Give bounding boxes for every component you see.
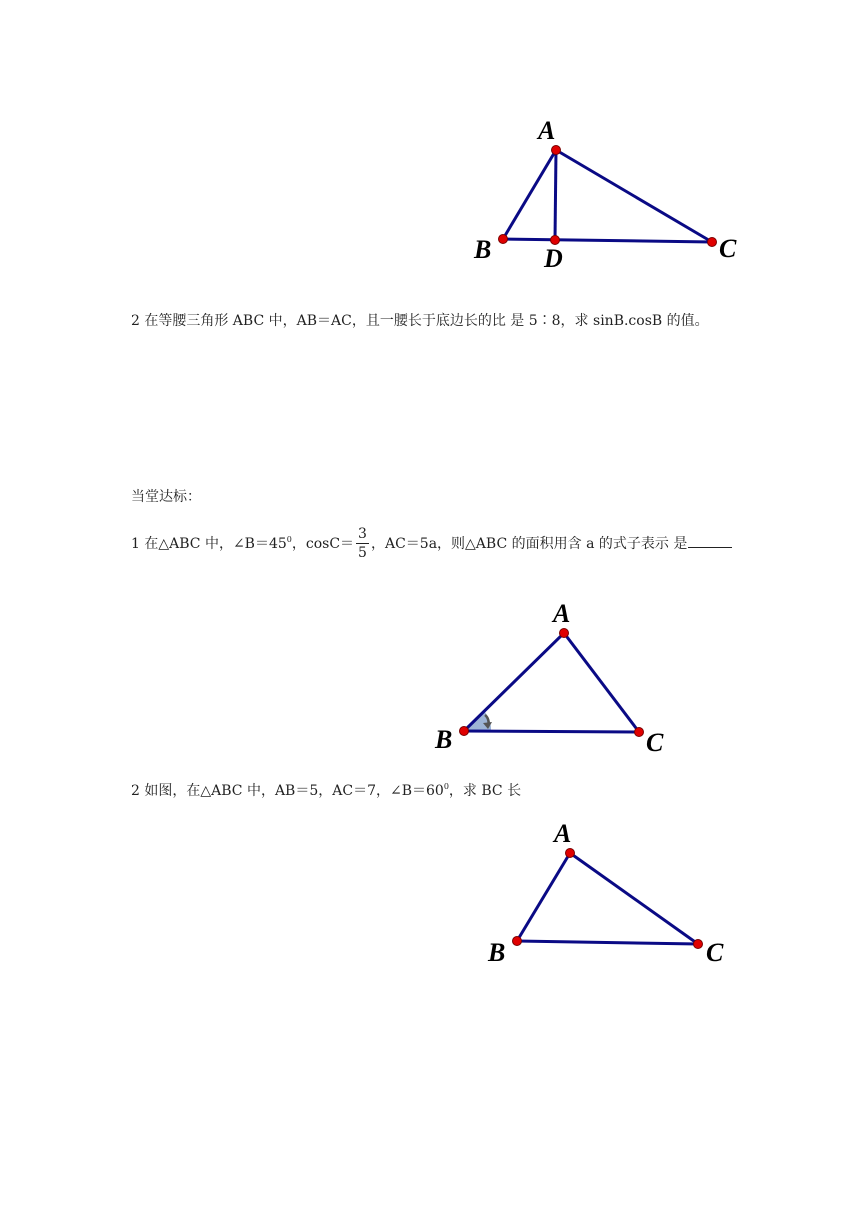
practice-problem-2 — [131, 781, 521, 801]
degree-mark: 0 — [286, 535, 292, 544]
label-b: B — [435, 725, 453, 754]
label-b: B — [474, 235, 492, 264]
point-a — [552, 146, 561, 155]
segment-ab — [464, 633, 564, 731]
segment-bc — [503, 239, 712, 242]
segment-bc — [464, 731, 639, 732]
segment-bc — [517, 941, 698, 944]
segment-ac — [564, 633, 639, 732]
label-b: B — [488, 938, 506, 967]
section-title: 当堂达标： — [131, 489, 201, 505]
segment-ac — [556, 150, 712, 242]
fraction-three-fifths — [356, 525, 369, 562]
point-b — [499, 235, 508, 244]
practice-problem-1 — [131, 522, 732, 566]
problem-1-text-after: ，AC＝5a，则△ABC 的面积用含 a 的式子表示 是 — [370, 536, 688, 552]
problem-1-text-cos: ，cosC＝ — [291, 536, 355, 552]
point-c — [694, 940, 703, 949]
point-b — [460, 727, 469, 736]
problem-1-text-before: 1 在△ABC 中，∠B＝45 — [131, 536, 287, 552]
triangle-figure-altitude — [460, 110, 760, 280]
problem-2-text-after: ，求 BC 长 — [448, 783, 522, 799]
segment-ab — [517, 853, 570, 941]
point-a — [560, 629, 569, 638]
label-c: C — [706, 938, 724, 967]
point-a — [566, 849, 575, 858]
triangle-figure-plain — [480, 818, 740, 978]
segment-ad — [555, 150, 556, 240]
answer-blank — [688, 533, 732, 548]
label-c: C — [719, 234, 737, 263]
point-b — [513, 937, 522, 946]
label-a: A — [538, 116, 556, 145]
label-a: A — [554, 819, 572, 848]
point-c — [708, 238, 717, 247]
point-c — [635, 728, 644, 737]
fraction-denominator: 5 — [358, 544, 367, 561]
degree-mark: 0 — [443, 782, 449, 791]
segment-ab — [503, 150, 556, 239]
segment-ac — [570, 853, 698, 944]
label-a: A — [553, 599, 571, 628]
fraction-numerator: 3 — [358, 525, 367, 542]
problem-isosceles-ratio: 2 在等腰三角形 ABC 中，AB＝AC，且一腰长于底边长的比 是 5∶8，求 sinB.cosB 的值。 — [131, 313, 709, 329]
label-d: D — [544, 244, 563, 273]
triangle-figure-angle-b — [430, 598, 680, 758]
problem-2-text-before: 2 如图，在△ABC 中，AB＝5，AC＝7，∠B＝60 — [131, 783, 444, 799]
label-c: C — [646, 728, 664, 757]
